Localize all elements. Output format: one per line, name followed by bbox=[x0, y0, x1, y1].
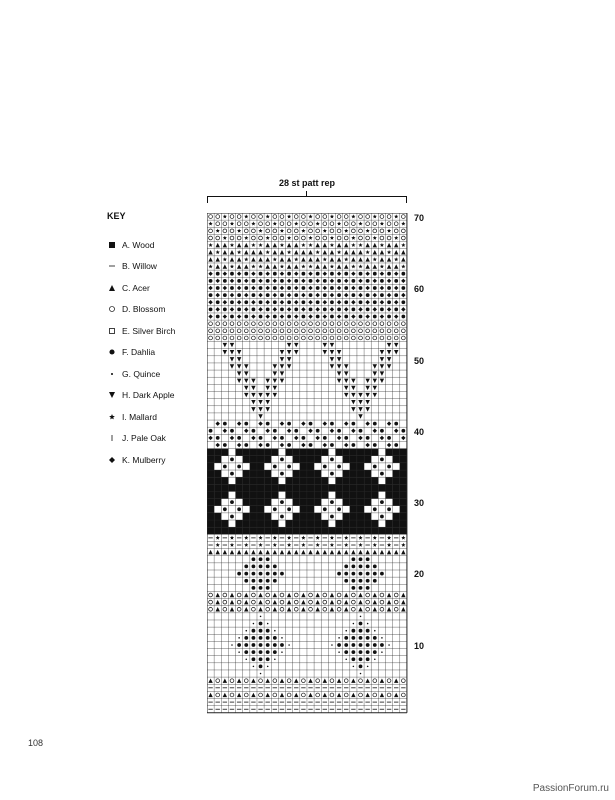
key-item-label: J. Pale Oak bbox=[122, 433, 166, 444]
square-filled-icon bbox=[107, 240, 119, 250]
diamond-icon bbox=[107, 455, 119, 465]
repeat-label: 28 st patt rep bbox=[278, 178, 336, 188]
row-number-20: 20 bbox=[414, 569, 425, 579]
circle-filled-icon bbox=[107, 347, 119, 357]
key-item-label: C. Acer bbox=[122, 282, 150, 293]
row-number-50: 50 bbox=[414, 356, 425, 366]
bar-icon bbox=[107, 433, 119, 443]
key-list bbox=[107, 234, 175, 471]
row-number-10: 10 bbox=[414, 641, 425, 651]
repeat-bracket-tick bbox=[306, 191, 307, 197]
page-number: 108 bbox=[28, 738, 44, 748]
row-number-60: 60 bbox=[414, 284, 425, 294]
key-title: KEY bbox=[107, 211, 126, 221]
row-number-70: 70 bbox=[414, 213, 425, 223]
triangle-down-icon bbox=[107, 390, 119, 400]
key-item-label: A. Wood bbox=[122, 239, 155, 250]
key-item bbox=[107, 342, 175, 364]
circle-open-icon bbox=[107, 304, 119, 314]
row-number-30: 30 bbox=[414, 498, 425, 508]
key-item bbox=[107, 299, 175, 321]
row-number-40: 40 bbox=[414, 427, 425, 437]
dot-icon bbox=[107, 369, 119, 379]
star-icon bbox=[107, 412, 119, 422]
key-item-label: D. Blossom bbox=[122, 304, 166, 315]
key-item-label: H. Dark Apple bbox=[122, 390, 175, 401]
key-item-label: K. Mulberry bbox=[122, 454, 166, 465]
key-item bbox=[107, 256, 175, 278]
dash-icon bbox=[107, 261, 119, 271]
key-item bbox=[107, 385, 175, 407]
key-item bbox=[107, 363, 175, 385]
key-item-label: I. Mallard bbox=[122, 411, 157, 422]
key-item-label: F. Dahlia bbox=[122, 347, 156, 358]
key-item-label: B. Willow bbox=[122, 261, 157, 272]
key-item-label: G. Quince bbox=[122, 368, 161, 379]
key-item bbox=[107, 428, 175, 450]
repeat-bracket bbox=[207, 196, 407, 203]
key-item-label: E. Silver Birch bbox=[122, 325, 176, 336]
square-open-icon bbox=[107, 326, 119, 336]
colorwork-chart bbox=[207, 213, 409, 715]
triangle-up-icon bbox=[107, 283, 119, 293]
watermark: PassionForum.ru bbox=[532, 783, 609, 794]
key-item bbox=[107, 277, 175, 299]
key-item bbox=[107, 320, 175, 342]
key-item bbox=[107, 449, 175, 471]
key-item bbox=[107, 406, 175, 428]
key-item bbox=[107, 234, 175, 256]
